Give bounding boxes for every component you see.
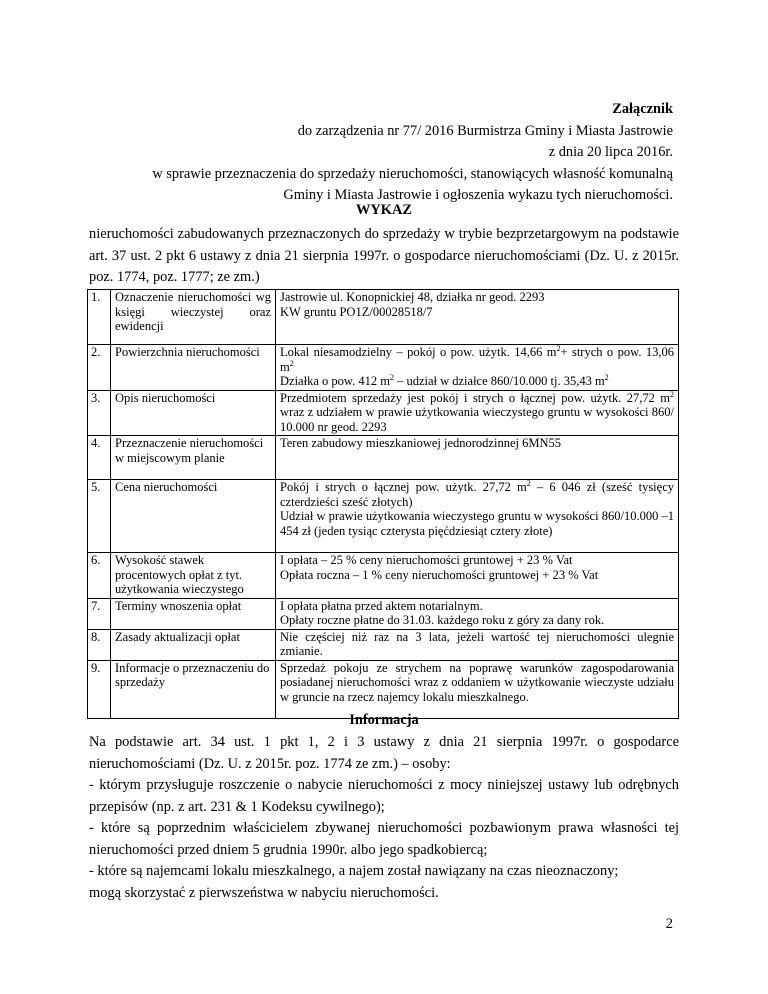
wykaz-description: nieruchomości zabudowanych przeznaczonych do sprzedaży w trybie bezprzetargowym na podstawie art. 37 ust. 2 pkt 6 ustawy z dnia 21 sierpnia 1997r. o gospodarce nieruchomościami (Dz. U. z 2015r. poz. 1774, poz. 1777; ze zm.) xyxy=(89,226,679,285)
table-row xyxy=(88,480,679,553)
table-row xyxy=(88,598,679,629)
row-number: 8. xyxy=(88,629,111,660)
info-title: Informacja xyxy=(349,712,419,728)
property-table xyxy=(87,289,679,719)
attachment-header xyxy=(73,99,673,207)
row-value xyxy=(276,480,679,553)
table-row xyxy=(88,629,679,660)
row-value xyxy=(276,345,679,391)
info-paragraph: Na podstawie art. 34 ust. 1 pkt 1, 2 i 3 ustawy z dnia 21 sierpnia 1997r. o gospodarce nieruchomościami (Dz. U. z 2015r. poz. 1774 ze zm.) – osoby: xyxy=(89,734,679,772)
info-paragraph: - które są najemcami lokalu mieszkalnego, a najem został nawiązany na czas nieoznaczony; xyxy=(89,863,619,879)
value-line: Opłaty roczne płatne do 31.03. każdego roku z góry za dany rok. xyxy=(280,613,605,627)
wykaz-title: WYKAZ xyxy=(356,202,412,218)
superscript: 2 xyxy=(556,343,561,353)
row-number: 3. xyxy=(88,390,111,436)
row-value: Teren zabudowy mieszkaniowej jednorodzinnej 6MN55 xyxy=(276,436,679,480)
value-text: Przedmiotem sprzedaży jest pokój i strych o łącznej pow. użytk. 27,72 m xyxy=(280,390,670,405)
value-text: + strych o pow. 13,06 m xyxy=(280,345,674,374)
row-value xyxy=(276,290,679,345)
row-number: 2. xyxy=(88,345,111,391)
superscript: 2 xyxy=(604,372,609,382)
info-body xyxy=(89,732,679,904)
row-label: Wysokość stawek procentowych opłat z tyt. użytkowania wieczystego xyxy=(111,553,276,599)
value-line: KW gruntu PO1Z/00028518/7 xyxy=(280,304,433,319)
row-label: Zasady aktualizacji opłat xyxy=(111,629,276,660)
value-text: – udział w działce 860/10.000 tj. 35,43 m xyxy=(393,374,605,388)
value-line xyxy=(280,374,674,389)
info-paragraph: - którym przysługuje roszczenie o nabycie nieruchomości z mocy niniejszej ustawy lub odrębnych przepisów (np. z art. 231 & 1 Kodeksu cywilnego); xyxy=(89,777,679,815)
header-line-2: z dnia 20 lipca 2016r. xyxy=(548,144,673,160)
header-line-4: Gminy i Miasta Jastrowie i ogłoszenia wykazu tych nieruchomości. xyxy=(283,187,673,203)
value-line: Udział w prawie użytkowania wieczystego gruntu w wysokości 860/10.000 –1 454 zł (jeden tysiąc czterysta pięćdziesiąt cztery złote) xyxy=(280,509,674,538)
attachment-title: Załącznik xyxy=(612,101,673,117)
value-line: Opłata roczna – 1 % ceny nieruchomości gruntowej + 23 % Vat xyxy=(280,567,599,582)
row-number: 5. xyxy=(88,480,111,553)
info-paragraph: mogą skorzystać z pierwszeństwa w nabyciu nieruchomości. xyxy=(89,884,439,901)
row-label: Informacje o przeznaczeniu do sprzedaży xyxy=(111,660,276,718)
row-value xyxy=(276,553,679,599)
row-number: 4. xyxy=(88,436,111,480)
table-row xyxy=(88,345,679,391)
row-number: 6. xyxy=(88,553,111,599)
table-row xyxy=(88,660,679,718)
header-line-3: w sprawie przeznaczenia do sprzedaży nieruchomości, stanowiących własność komunalną xyxy=(152,165,673,182)
header-line-1: do zarządzenia nr 77/ 2016 Burmistrza Gminy i Miasta Jastrowie xyxy=(297,122,673,139)
value-line xyxy=(280,345,674,374)
value-line: I opłata – 25 % ceny nieruchomości gruntowej + 23 % Vat xyxy=(280,553,573,567)
value-text: Działka o pow. 412 m xyxy=(280,374,390,388)
row-label: Przeznaczenie nieruchomości w miejscowym planie xyxy=(111,436,276,480)
row-number: 7. xyxy=(88,598,111,629)
table-row xyxy=(88,390,679,436)
value-text: Lokal niesamodzielny – pokój o pow. użytk. 14,66 m xyxy=(280,345,557,359)
row-label: Cena nieruchomości xyxy=(111,480,276,553)
row-value: Nie częściej niż raz na 3 lata, jeżeli wartość tej nieruchomości ulegnie zmianie. xyxy=(276,629,679,660)
table-row xyxy=(88,290,679,345)
row-label: Terminy wnoszenia opłat xyxy=(111,598,276,629)
row-label: Powierzchnia nieruchomości xyxy=(111,345,276,391)
page-number: 2 xyxy=(665,916,673,932)
value-line xyxy=(280,480,674,509)
value-text: – 6 046 zł (sześć tysięcy czterdzieści sześć złotych) xyxy=(280,480,675,509)
value-text: Pokój i strych o łącznej pow. użytk. 27,72 m xyxy=(280,480,527,494)
table-row xyxy=(88,436,679,480)
row-number: 9. xyxy=(88,660,111,718)
row-value xyxy=(276,390,679,436)
row-value: Sprzedaż pokoju ze strychem na poprawę warunków zagospodarowania posiadanej nieruchomości wraz z oddaniem w użytkowanie wieczyste udziału w gruncie na rzecz najemcy lokalu mieszkalnego. xyxy=(276,660,679,718)
superscript: 2 xyxy=(670,389,674,399)
superscript: 2 xyxy=(526,478,531,488)
superscript: 2 xyxy=(289,358,294,368)
superscript: 2 xyxy=(389,372,394,382)
row-value xyxy=(276,598,679,629)
row-label: Opis nieruchomości xyxy=(111,390,276,436)
value-line: I opłata płatna przed aktem notarialnym. xyxy=(280,598,483,613)
value-line: Jastrowie ul. Konopnickiej 48, działka nr geod. 2293 xyxy=(280,290,545,304)
info-paragraph: - które są poprzednim właścicielem zbywanej nieruchomości pozbawionym prawa własności tej nieruchomości przed dniem 5 grudnia 1990r. albo jego spadkobiercą; xyxy=(89,820,679,858)
value-text: wraz z udziałem w prawie użytkowania wieczystego gruntu w wysokości 860/ 10.000 nr geod. 2293 xyxy=(280,405,674,434)
row-number: 1. xyxy=(88,290,111,345)
table-row xyxy=(88,553,679,599)
row-label: Oznaczenie nieruchomości wg księgi wieczystej oraz ewidencji xyxy=(111,290,276,345)
